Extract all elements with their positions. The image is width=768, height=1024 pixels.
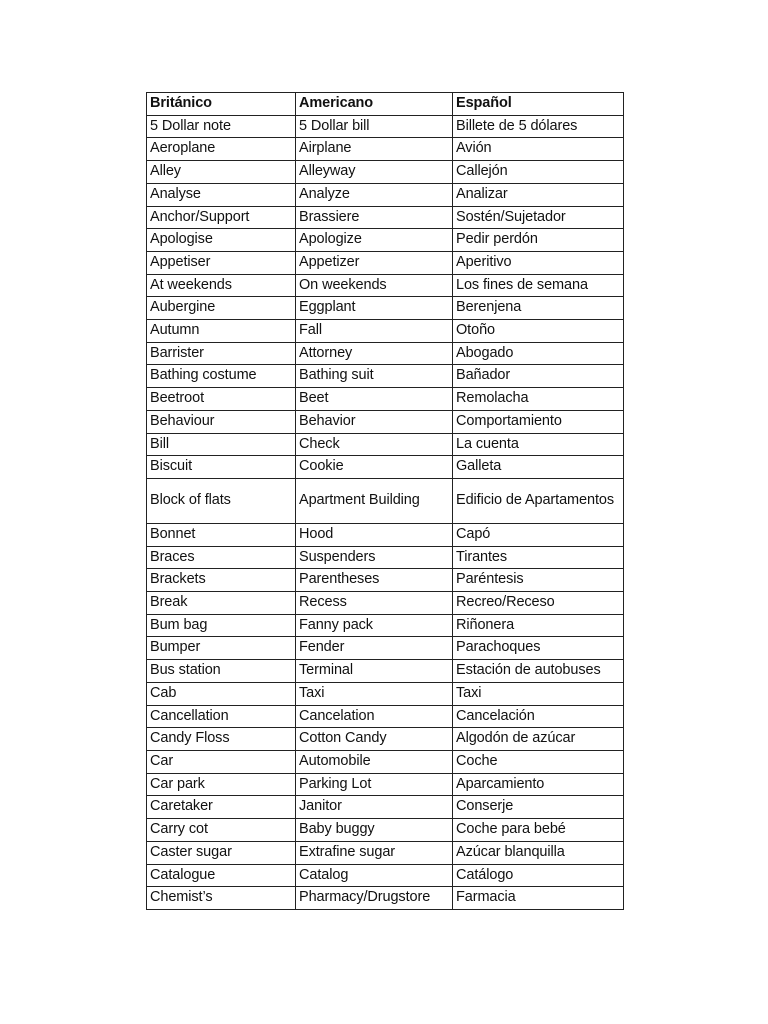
british-cell: Biscuit (147, 456, 296, 479)
table-row (147, 546, 624, 569)
spanish-cell: Analizar (453, 183, 624, 206)
spanish-cell: Otoño (453, 320, 624, 343)
british-cell: Autumn (147, 320, 296, 343)
table-row (147, 705, 624, 728)
spanish-cell: Avión (453, 138, 624, 161)
spanish-cell: Remolacha (453, 388, 624, 411)
british-cell: Bathing costume (147, 365, 296, 388)
american-cell: Beet (296, 388, 453, 411)
table-row (147, 388, 624, 411)
american-cell: Airplane (296, 138, 453, 161)
table-row (147, 728, 624, 751)
spanish-cell: Comportamiento (453, 410, 624, 433)
british-cell: Anchor/Support (147, 206, 296, 229)
table-row (147, 682, 624, 705)
table-row (147, 410, 624, 433)
british-cell: Braces (147, 546, 296, 569)
table-row (147, 592, 624, 615)
header-spanish: Español (453, 93, 624, 116)
spanish-cell: Catálogo (453, 864, 624, 887)
spanish-cell: Callejón (453, 161, 624, 184)
british-cell: Barrister (147, 342, 296, 365)
american-cell: Automobile (296, 750, 453, 773)
british-cell: Candy Floss (147, 728, 296, 751)
american-cell: Apartment Building (296, 478, 453, 523)
american-cell: Alleyway (296, 161, 453, 184)
american-cell: Pharmacy/Drugstore (296, 887, 453, 910)
american-cell: On weekends (296, 274, 453, 297)
british-cell: Bus station (147, 660, 296, 683)
spanish-cell: Parachoques (453, 637, 624, 660)
spanish-cell: Edificio de Apartamentos (453, 478, 624, 523)
british-cell: Caster sugar (147, 841, 296, 864)
american-cell: Taxi (296, 682, 453, 705)
american-cell: Terminal (296, 660, 453, 683)
british-cell: Appetiser (147, 251, 296, 274)
british-cell: Cab (147, 682, 296, 705)
british-cell: Apologise (147, 229, 296, 252)
american-cell: Appetizer (296, 251, 453, 274)
header-american: Americano (296, 93, 453, 116)
british-cell: Bill (147, 433, 296, 456)
american-cell: Baby buggy (296, 819, 453, 842)
american-cell: Recess (296, 592, 453, 615)
table-row (147, 523, 624, 546)
table-row (147, 819, 624, 842)
table-row (147, 251, 624, 274)
table-header (147, 93, 624, 116)
table-row (147, 342, 624, 365)
spanish-cell: Farmacia (453, 887, 624, 910)
american-cell: Fender (296, 637, 453, 660)
british-cell: Bonnet (147, 523, 296, 546)
spanish-cell: Abogado (453, 342, 624, 365)
spanish-cell: Galleta (453, 456, 624, 479)
american-cell: Cotton Candy (296, 728, 453, 751)
british-cell: Aeroplane (147, 138, 296, 161)
british-cell: Aubergine (147, 297, 296, 320)
american-cell: Analyze (296, 183, 453, 206)
spanish-cell: Berenjena (453, 297, 624, 320)
american-cell: Fanny pack (296, 614, 453, 637)
spanish-cell: Coche para bebé (453, 819, 624, 842)
spanish-cell: Paréntesis (453, 569, 624, 592)
table-row (147, 229, 624, 252)
spanish-cell: Pedir perdón (453, 229, 624, 252)
british-cell: Chemist’s (147, 887, 296, 910)
table-row (147, 456, 624, 479)
british-cell: Car park (147, 773, 296, 796)
american-cell: Hood (296, 523, 453, 546)
american-cell: Cancelation (296, 705, 453, 728)
table-body (147, 115, 624, 909)
table-row (147, 614, 624, 637)
table-row (147, 433, 624, 456)
british-cell: Catalogue (147, 864, 296, 887)
american-cell: Extrafine sugar (296, 841, 453, 864)
table-row (147, 887, 624, 910)
american-cell: Parking Lot (296, 773, 453, 796)
american-cell: Suspenders (296, 546, 453, 569)
spanish-cell: Azúcar blanquilla (453, 841, 624, 864)
british-cell: At weekends (147, 274, 296, 297)
spanish-cell: La cuenta (453, 433, 624, 456)
american-cell: Apologize (296, 229, 453, 252)
vocabulary-table (146, 92, 624, 910)
table-row (147, 796, 624, 819)
american-cell: Parentheses (296, 569, 453, 592)
british-cell: Car (147, 750, 296, 773)
british-cell: Alley (147, 161, 296, 184)
british-cell: Bum bag (147, 614, 296, 637)
american-cell: Cookie (296, 456, 453, 479)
table-row (147, 478, 624, 523)
spanish-cell: Algodón de azúcar (453, 728, 624, 751)
table-row (147, 206, 624, 229)
table-row (147, 841, 624, 864)
table-row (147, 320, 624, 343)
american-cell: Catalog (296, 864, 453, 887)
table-row (147, 183, 624, 206)
table-row (147, 115, 624, 138)
british-cell: Analyse (147, 183, 296, 206)
british-cell: Block of flats (147, 478, 296, 523)
american-cell: Eggplant (296, 297, 453, 320)
british-cell: Break (147, 592, 296, 615)
table-row (147, 161, 624, 184)
spanish-cell: Riñonera (453, 614, 624, 637)
spanish-cell: Coche (453, 750, 624, 773)
american-cell: Fall (296, 320, 453, 343)
american-cell: Bathing suit (296, 365, 453, 388)
british-cell: Cancellation (147, 705, 296, 728)
table-row (147, 637, 624, 660)
british-cell: Caretaker (147, 796, 296, 819)
american-cell: Check (296, 433, 453, 456)
spanish-cell: Bañador (453, 365, 624, 388)
table-row (147, 297, 624, 320)
spanish-cell: Taxi (453, 682, 624, 705)
british-cell: Brackets (147, 569, 296, 592)
table-row (147, 750, 624, 773)
spanish-cell: Cancelación (453, 705, 624, 728)
spanish-cell: Billete de 5 dólares (453, 115, 624, 138)
american-cell: 5 Dollar bill (296, 115, 453, 138)
table-row (147, 569, 624, 592)
spanish-cell: Sostén/Sujetador (453, 206, 624, 229)
british-cell: Carry cot (147, 819, 296, 842)
british-cell: 5 Dollar note (147, 115, 296, 138)
spanish-cell: Recreo/Receso (453, 592, 624, 615)
spanish-cell: Aparcamiento (453, 773, 624, 796)
header-british: Británico (147, 93, 296, 116)
american-cell: Janitor (296, 796, 453, 819)
header-row (147, 93, 624, 116)
table-row (147, 274, 624, 297)
spanish-cell: Estación de autobuses (453, 660, 624, 683)
british-cell: Bumper (147, 637, 296, 660)
british-cell: Behaviour (147, 410, 296, 433)
spanish-cell: Los fines de semana (453, 274, 624, 297)
spanish-cell: Conserje (453, 796, 624, 819)
table-row (147, 773, 624, 796)
american-cell: Behavior (296, 410, 453, 433)
american-cell: Attorney (296, 342, 453, 365)
table-row (147, 365, 624, 388)
spanish-cell: Aperitivo (453, 251, 624, 274)
table-row (147, 660, 624, 683)
spanish-cell: Tirantes (453, 546, 624, 569)
spanish-cell: Capó (453, 523, 624, 546)
american-cell: Brassiere (296, 206, 453, 229)
table-row (147, 864, 624, 887)
british-cell: Beetroot (147, 388, 296, 411)
table-row (147, 138, 624, 161)
